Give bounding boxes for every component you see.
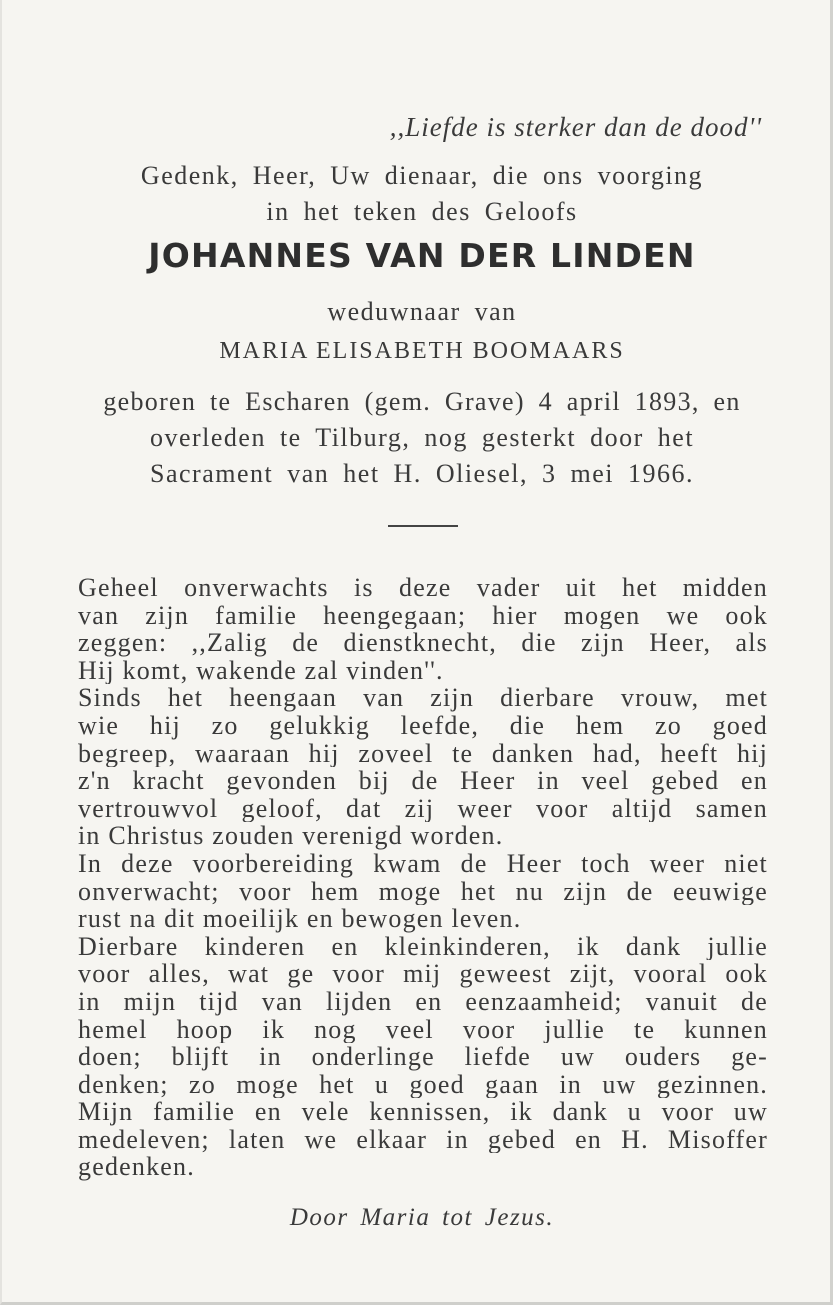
body-line: in Christus zouden verenigd worden. [78, 822, 504, 850]
body-line: Sinds het heengaan van zijn dierbare vrouw, met [78, 684, 768, 712]
divider-rule [388, 525, 458, 527]
epigraph-quote: ,,Liefde is sterker dan de dood'' [389, 112, 762, 142]
body-line: rust na dit moeilijk en bewogen leven. [78, 905, 522, 933]
body-line: denken; zo moge het u goed gaan in uw gezinnen. [78, 1070, 768, 1099]
deceased-name: JOHANNES VAN DER LINDEN [148, 236, 696, 275]
body-line: Mijn familie en vele kennissen, ik dank u voor uw [78, 1098, 768, 1126]
body-text [78, 574, 768, 1181]
body-line: zeggen: ,,Zalig de dienstknecht, die zijn Heer, als [78, 629, 768, 657]
body-line: voor alles, wat ge voor mij geweest zijt, vooral ook [78, 960, 768, 988]
body-line: Dierbare kinderen en kleinkinderen, ik dank jullie [78, 932, 768, 961]
body-line: In deze voorbereiding kwam de Heer toch weer niet [78, 849, 768, 878]
body-line: wie hij zo gelukkig leefde, die hem zo goed [78, 711, 768, 740]
body-line: doen; blijft in onderlinge liefde uw ouders ge- [78, 1043, 768, 1071]
body-line: vertrouwvol geloof, dat zij weer voor altijd samen [78, 794, 768, 823]
body-line: Hij komt, wakende zal vinden''. [78, 656, 444, 685]
spouse-name: MARIA ELISABETH BOOMAARS [219, 338, 625, 364]
body-line: Geheel onverwachts is deze vader uit het midden [78, 574, 768, 602]
details-line-3: Sacrament van het H. Oliesel, 3 mei 1966. [150, 459, 694, 488]
closing-line: Door Maria tot Jezus. [289, 1204, 555, 1231]
details-line-1: geboren te Escharen (gem. Grave) 4 april 1893, en [103, 387, 741, 416]
details-line-2: overleden te Tilburg, nog gesterkt door het [149, 423, 695, 452]
body-line: hemel hoop ik nog veel voor jullie te kunnen [78, 1015, 768, 1044]
body-line: begreep, waaraan hij zoveel te danken had, heeft hij [78, 739, 768, 768]
body-line: z'n kracht gevonden bij de Heer in veel gebed en [78, 767, 768, 795]
intro-line-1: Gedenk, Heer, Uw dienaar, die ons voorging [140, 161, 704, 190]
body-line: onverwacht; voor hem moge het nu zijn de eeuwige [78, 877, 768, 906]
relation-text: weduwnaar van [327, 297, 517, 326]
body-line: in mijn tijd van lijden en eenzaamheid; vanuit de [78, 987, 768, 1016]
body-line: medeleven; laten we elkaar in gebed en H. Misoffer [78, 1125, 768, 1154]
body-line: gedenken. [78, 1153, 195, 1182]
body-line: van zijn familie heengegaan; hier mogen we ook [78, 601, 768, 630]
intro-line-2: in het teken des Geloofs [266, 197, 578, 226]
